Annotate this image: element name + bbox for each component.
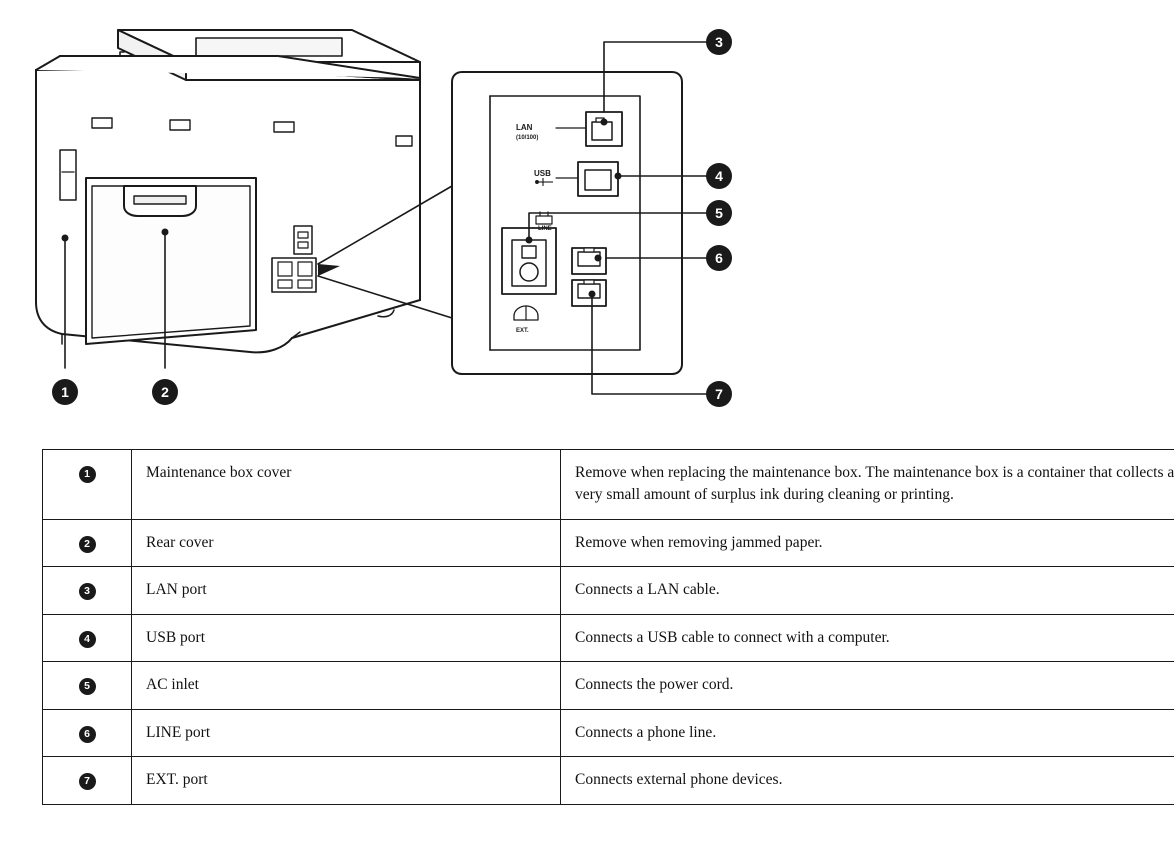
parts-description-table-wrapper [42, 449, 1174, 805]
part-name-cell: Maintenance box cover [132, 450, 561, 520]
row-number-cell [43, 757, 132, 804]
lan-port-label: LAN [516, 123, 533, 132]
row-number-badge: 5 [79, 678, 96, 695]
row-number-badge: 6 [79, 726, 96, 743]
row-number-badge: 1 [79, 466, 96, 483]
callout-badge-7: 7 [706, 381, 732, 407]
part-name-cell: EXT. port [132, 757, 561, 804]
part-description-cell: Connects the power cord. [561, 662, 1174, 709]
ext-port-label: EXT. [516, 328, 529, 334]
callout-badge-1: 1 [52, 379, 78, 405]
part-name-cell: Rear cover [132, 519, 561, 566]
callout-badge-3: 3 [706, 29, 732, 55]
table-row [43, 757, 1174, 804]
table-row [43, 450, 1174, 520]
row-number-badge: 4 [79, 631, 96, 648]
table-row [43, 519, 1174, 566]
part-name-cell: LINE port [132, 709, 561, 756]
part-name-cell: USB port [132, 614, 561, 661]
line-port-label: LINE [538, 226, 552, 232]
callout-badge-6: 6 [706, 245, 732, 271]
part-name-cell: AC inlet [132, 662, 561, 709]
row-number-badge: 2 [79, 536, 96, 553]
row-number-cell [43, 567, 132, 614]
row-number-cell [43, 614, 132, 661]
part-description-cell: Connects a phone line. [561, 709, 1174, 756]
callout-badge-2: 2 [152, 379, 178, 405]
part-description-cell: Connects a LAN cable. [561, 567, 1174, 614]
parts-table-body [43, 450, 1174, 805]
part-name-cell: LAN port [132, 567, 561, 614]
lan-port-sublabel: (10/100) [516, 135, 539, 141]
row-number-cell [43, 709, 132, 756]
part-description-cell: Remove when removing jammed paper. [561, 519, 1174, 566]
table-row [43, 709, 1174, 756]
part-description-cell: Connects a USB cable to connect with a computer. [561, 614, 1174, 661]
row-number-cell [43, 519, 132, 566]
row-number-cell [43, 662, 132, 709]
table-row [43, 662, 1174, 709]
table-row [43, 614, 1174, 661]
callout-badge-4: 4 [706, 163, 732, 189]
usb-port-label: USB [534, 169, 551, 178]
row-number-badge: 7 [79, 773, 96, 790]
table-row [43, 567, 1174, 614]
row-number-badge: 3 [79, 583, 96, 600]
part-description-cell: Connects external phone devices. [561, 757, 1174, 804]
callout-badge-5: 5 [706, 200, 732, 226]
parts-description-table [42, 449, 1174, 805]
part-description-cell: Remove when replacing the maintenance box. The maintenance box is a container that collects a very small amount of surplus ink during cleaning or printing. [561, 450, 1174, 520]
row-number-cell [43, 450, 132, 520]
